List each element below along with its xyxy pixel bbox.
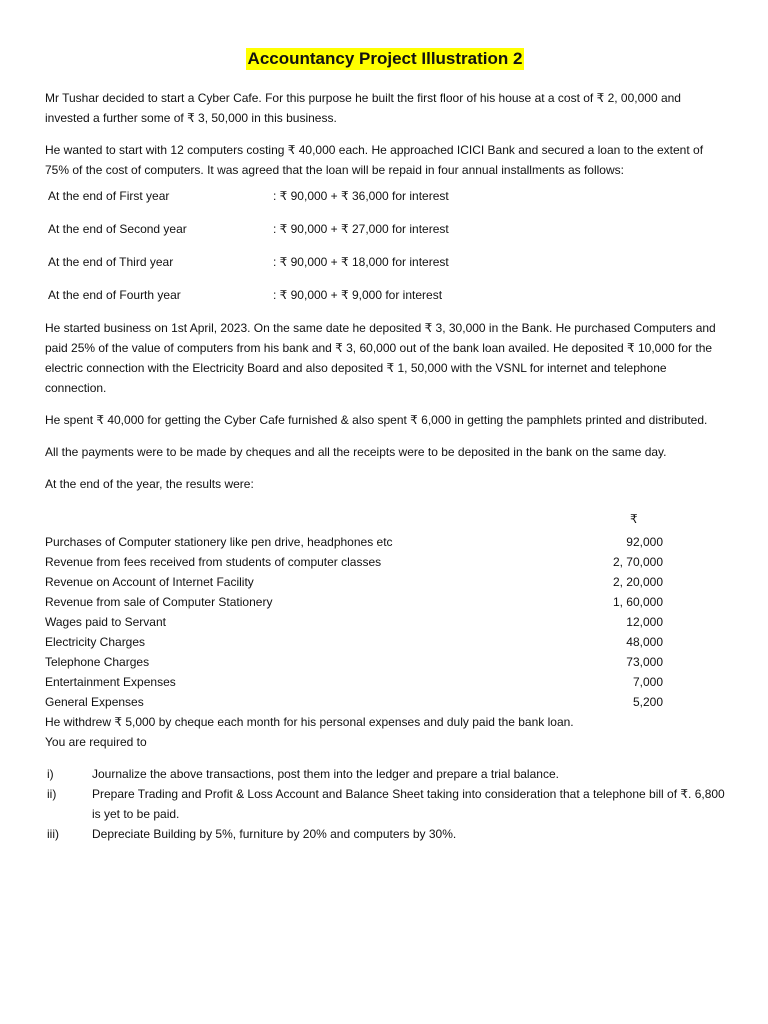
installment-row (48, 219, 725, 252)
withdrawal-note: He withdrew ₹ 5,000 by cheque each month for his personal expenses and duly paid the bank loan. (45, 715, 574, 729)
result-label: Entertainment Expenses (45, 675, 176, 689)
installment-amount: : ₹ 90,000 + ₹ 36,000 for interest (273, 189, 449, 203)
result-row (45, 672, 725, 692)
rupee-symbol: ₹ (630, 512, 638, 526)
installment-label: At the end of Fourth year (48, 288, 181, 302)
result-value: 2, 20,000 (612, 575, 663, 589)
installment-label: At the end of Second year (48, 222, 187, 236)
requirement-item (45, 764, 725, 784)
result-value: 1, 60,000 (612, 595, 663, 609)
result-row (45, 532, 725, 552)
installment-amount: : ₹ 90,000 + ₹ 27,000 for interest (273, 222, 449, 236)
requirement-text: Journalize the above transactions, post them into the ledger and prepare a trial balance. (92, 767, 559, 781)
results-list (45, 532, 725, 712)
installment-label: At the end of Third year (48, 255, 174, 269)
result-label: Wages paid to Servant (45, 615, 166, 629)
result-row (45, 592, 725, 612)
result-row (45, 632, 725, 652)
requirement-number: iii) (47, 827, 59, 841)
result-row (45, 652, 725, 672)
document-page (45, 0, 725, 844)
result-label: General Expenses (45, 695, 144, 709)
installment-label: At the end of First year (48, 189, 170, 203)
result-row (45, 692, 725, 712)
result-row (45, 612, 725, 632)
result-label: Revenue on Account of Internet Facility (45, 575, 254, 589)
result-row (45, 552, 725, 572)
result-value: 5,200 (632, 695, 663, 709)
intro-paragraph: Mr Tushar decided to start a Cyber Cafe. For this purpose he built the first floor of his house at a cost of ₹ 2, 00,000 and invested a further some of ₹ 3, 50,000 in this business. (45, 91, 681, 125)
payments-paragraph: All the payments were to be made by cheques and all the receipts were to be deposited in the bank on the same day. (45, 445, 667, 459)
result-label: Revenue from sale of Computer Stationery (45, 595, 273, 609)
installment-row (48, 252, 725, 285)
computers-paragraph: He wanted to start with 12 computers costing ₹ 40,000 each. He approached ICICI Bank and secured a loan to the extent of 75% of the cost of computers. It was agreed that the loan will be repaid in four annual installments as follows: (45, 143, 704, 177)
result-value: 92,000 (626, 535, 663, 549)
requirement-item (45, 784, 725, 824)
result-value: 7,000 (632, 675, 663, 689)
furnishing-paragraph: He spent ₹ 40,000 for getting the Cyber Cafe furnished & also spent ₹ 6,000 in getting the pamphlets printed and distributed. (45, 413, 708, 427)
installment-list (45, 186, 725, 318)
result-row (45, 572, 725, 592)
requirement-text: Prepare Trading and Profit & Loss Account and Balance Sheet taking into consideration that a telephone bill of ₹. 6,800 is yet to be paid. (92, 787, 725, 821)
installment-row (48, 186, 725, 219)
requirement-item (45, 824, 725, 844)
page-title: Accountancy Project Illustration 2 (247, 49, 523, 68)
installment-amount: : ₹ 90,000 + ₹ 9,000 for interest (273, 288, 443, 302)
result-label: Electricity Charges (45, 635, 146, 649)
installment-row (48, 285, 725, 318)
requirement-text: Depreciate Building by 5%, furniture by 20% and computers by 30%. (92, 827, 457, 841)
requirements-list (45, 764, 725, 844)
installment-amount: : ₹ 90,000 + ₹ 18,000 for interest (273, 255, 449, 269)
business-start-paragraph: He started business on 1st April, 2023. On the same date he deposited ₹ 3, 30,000 in the Bank. He purchased Computers and paid 25% of the value of computers from his bank and ₹ 3, 60,000 out of the bank loan availed. He deposited ₹ 10,000 for the electric connection with the Electricity Board and also deposited ₹ 1, 50,000 with the VSNL for internet and telephone connection. (45, 321, 716, 395)
result-label: Telephone Charges (45, 655, 150, 669)
result-value: 12,000 (626, 615, 663, 629)
result-value: 48,000 (626, 635, 663, 649)
result-value: 73,000 (626, 655, 663, 669)
results-intro: At the end of the year, the results were: (45, 477, 254, 491)
currency-header (45, 512, 725, 532)
requirement-number: ii) (47, 787, 57, 801)
requirement-number: i) (47, 767, 54, 781)
required-intro: You are required to (45, 735, 147, 749)
result-value: 2, 70,000 (612, 555, 663, 569)
result-label: Revenue from fees received from students of computer classes (45, 555, 382, 569)
result-label: Purchases of Computer stationery like pen drive, headphones etc (45, 535, 393, 549)
